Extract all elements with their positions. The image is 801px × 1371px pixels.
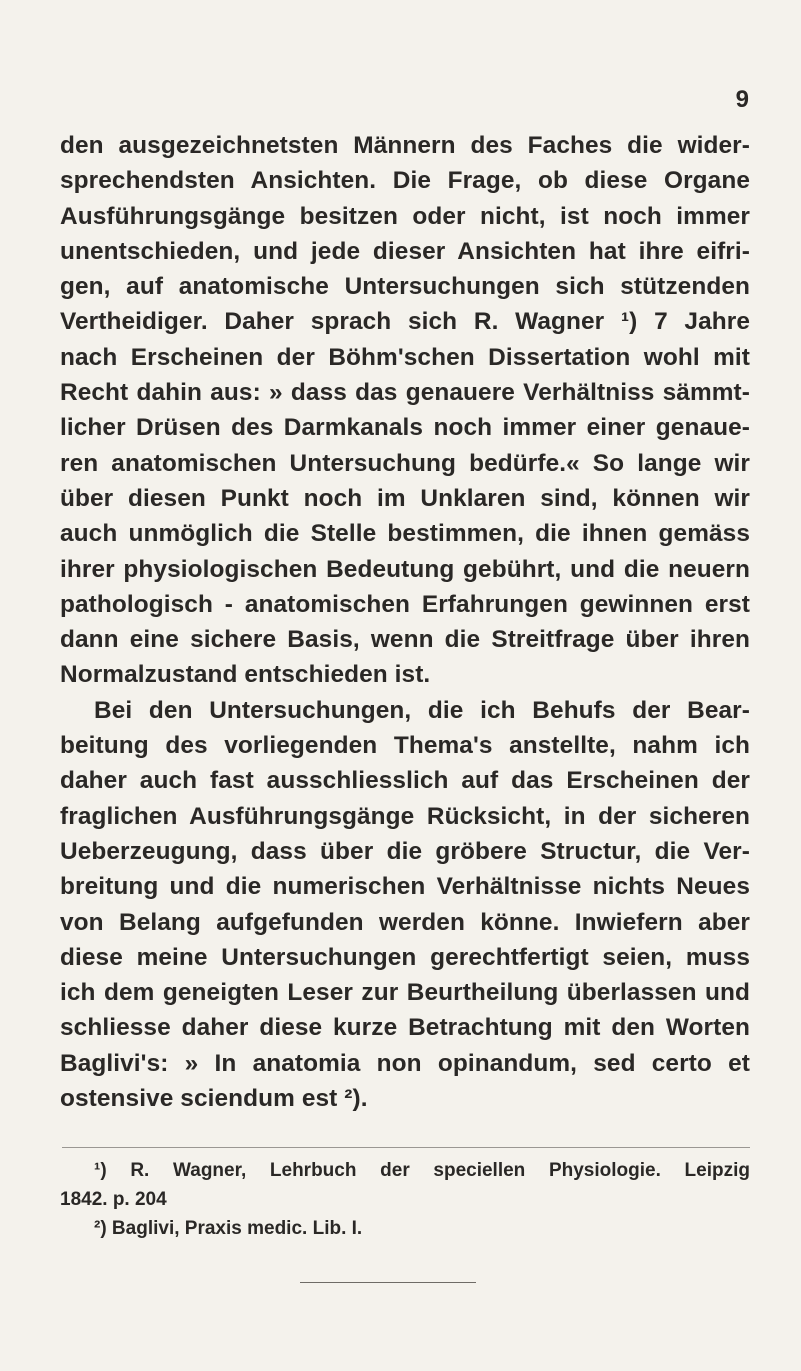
footnote-divider: [62, 1147, 750, 1148]
text-line: unentschieden, und jede dieser Ansichten hat ihre eifri-: [60, 237, 750, 265]
text-line: daher auch fast ausschliesslich auf das Erscheinen der: [60, 767, 750, 795]
footnotes: [60, 1156, 750, 1243]
text-line: fraglichen Ausführungsgänge Rücksicht, in der sicheren: [60, 802, 750, 830]
text-line-paragraph-start: Bei den Untersuchungen, die ich Behufs der Bear-: [94, 696, 750, 724]
text-line: Baglivi's: » In anatomia non opinandum, sed certo et: [60, 1049, 750, 1077]
text-line-paragraph-end: Normalzustand entschieden ist.: [60, 661, 431, 689]
text-line: von Belang aufgefunden werden könne. Inwiefern aber: [60, 908, 750, 936]
text-line: beitung des vorliegenden Thema's anstellte, nahm ich: [60, 732, 750, 760]
page-number: 9: [735, 86, 749, 113]
text-line: ren anatomischen Untersuchung bedürfe.« So lange wir: [60, 449, 750, 477]
text-line: nach Erscheinen der Böhm'schen Dissertation wohl mit: [60, 343, 750, 371]
footnote-1: ¹) R. Wagner, Lehrbuch der speciellen Physiologie. Leipzig: [94, 1160, 750, 1181]
text-line: Ausführungsgänge besitzen oder nicht, ist noch immer: [60, 202, 750, 230]
text-line: schliesse daher diese kurze Betrachtung mit den Worten: [60, 1014, 750, 1042]
text-line: pathologisch - anatomischen Erfahrungen gewinnen erst: [60, 590, 750, 618]
end-rule: [300, 1282, 476, 1283]
text-line: licher Drüsen des Darmkanals noch immer einer genaue-: [60, 414, 750, 442]
text-line: auch unmöglich die Stelle bestimmen, die ihnen gemäss: [60, 520, 750, 548]
text-line: über diesen Punkt noch im Unklaren sind, können wir: [60, 484, 750, 512]
text-line-paragraph-end: ostensive sciendum est ²).: [60, 1085, 368, 1113]
footnote-1-continuation: 1842. p. 204: [60, 1189, 167, 1210]
text-line: diese meine Untersuchungen gerechtfertigt seien, muss: [60, 943, 750, 971]
text-line: breitung und die numerischen Verhältnisse nichts Neues: [60, 873, 750, 901]
text-line: ich dem geneigten Leser zur Beurtheilung überlassen und: [60, 979, 750, 1007]
text-line: sprechendsten Ansichten. Die Frage, ob diese Organe: [60, 167, 750, 195]
footnote-2: ²) Baglivi, Praxis medic. Lib. I.: [94, 1218, 363, 1239]
text-line: dann eine sichere Basis, wenn die Streitfrage über ihren: [60, 626, 750, 654]
text-line: Recht dahin aus: » dass das genauere Verhältniss sämmt-: [60, 379, 750, 407]
text-line: ihrer physiologischen Bedeutung gebührt, und die neuern: [60, 555, 750, 583]
text-line: gen, auf anatomische Untersuchungen sich stützenden: [60, 273, 750, 301]
text-line: Ueberzeugung, dass über die gröbere Structur, die Ver-: [60, 837, 750, 865]
main-text: [60, 128, 750, 1116]
text-line: Vertheidiger. Daher sprach sich R. Wagner ¹) 7 Jahre: [60, 308, 750, 336]
text-line: den ausgezeichnetsten Männern des Faches die wider-: [60, 132, 750, 159]
